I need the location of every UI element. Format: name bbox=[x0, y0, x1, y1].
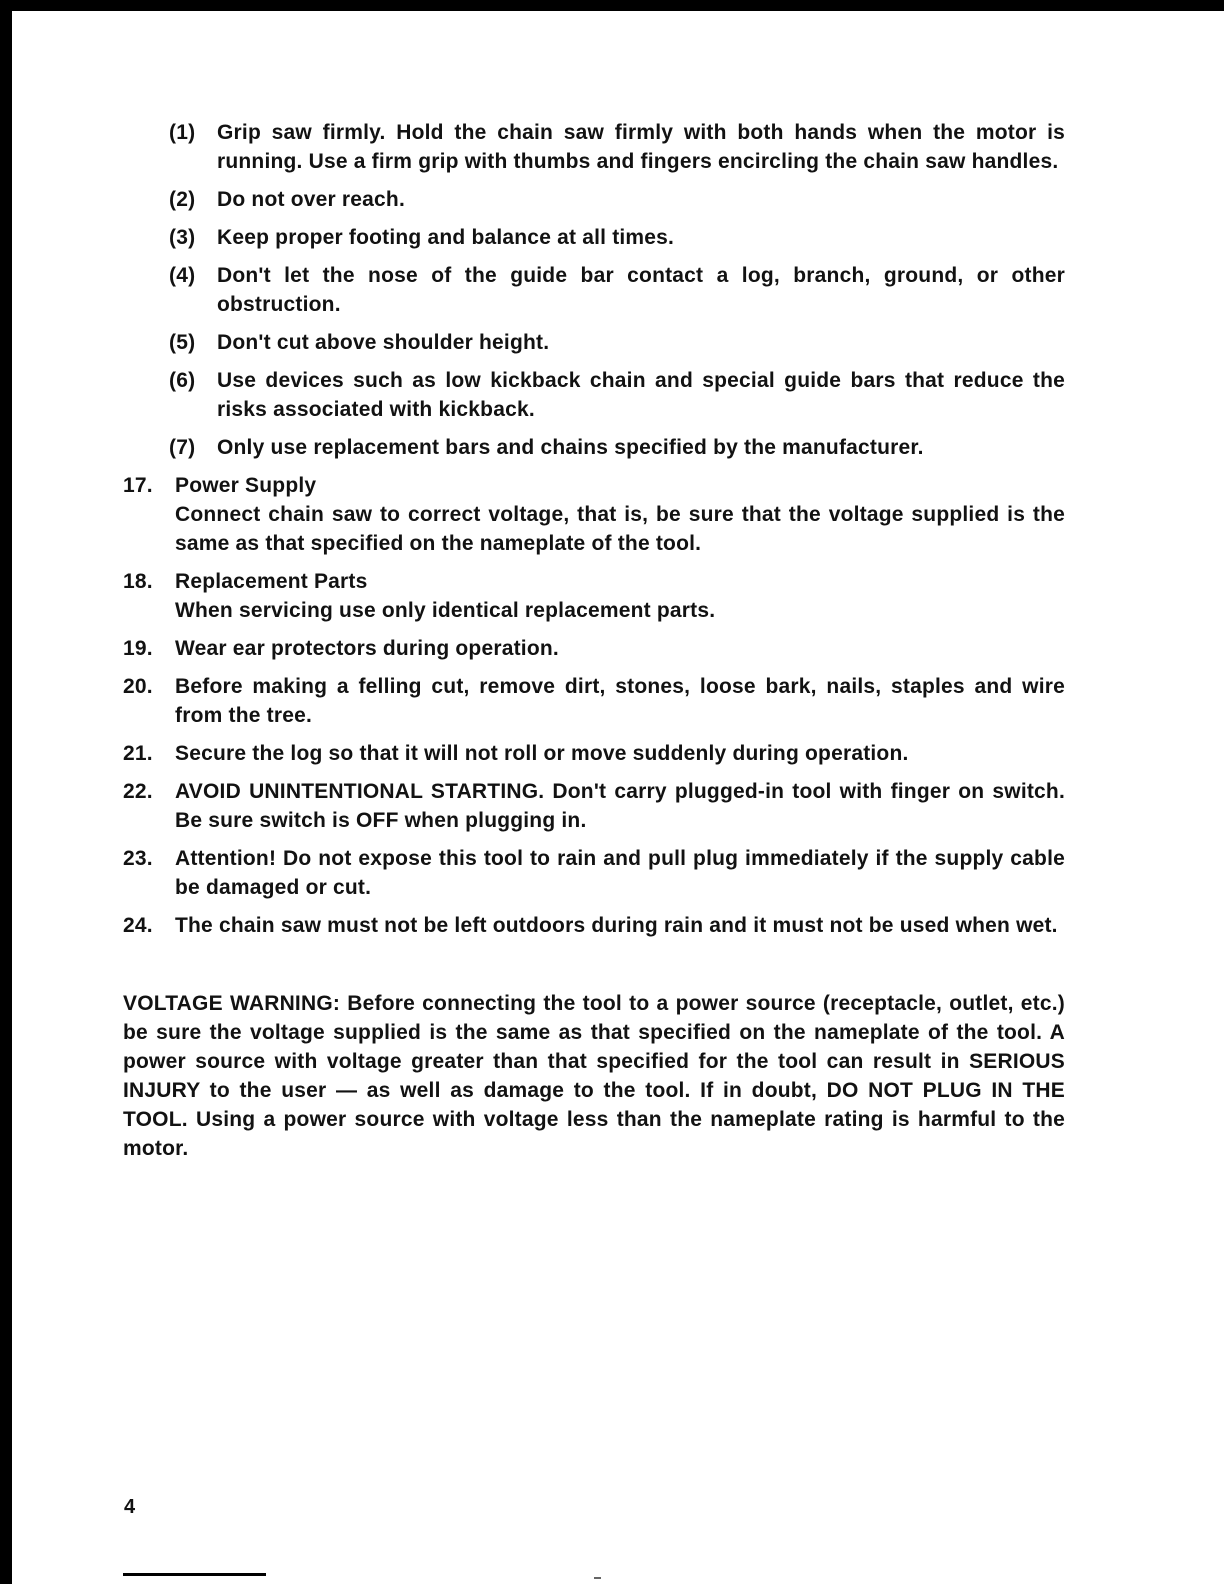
item-number: (2) bbox=[169, 188, 196, 211]
list-item bbox=[123, 634, 1065, 663]
item-body: When servicing use only identical replacement parts. bbox=[175, 599, 716, 622]
item-text bbox=[175, 777, 1065, 835]
page-top-border bbox=[0, 0, 1224, 11]
page-number: 4 bbox=[124, 1496, 136, 1518]
item-text: Keep proper footing and balance at all times. bbox=[217, 226, 675, 249]
item-text bbox=[175, 634, 1065, 663]
item-number: 23. bbox=[123, 847, 153, 870]
item-body: Before making a felling cut, remove dirt, stones, loose bark, nails, staples and wire from the tree. bbox=[175, 675, 1065, 727]
list-item bbox=[123, 471, 1065, 558]
list-item bbox=[169, 185, 1065, 214]
item-number: (7) bbox=[169, 436, 196, 459]
item-text bbox=[175, 739, 1065, 768]
list-item bbox=[123, 911, 1065, 940]
item-text: Don't cut above shoulder height. bbox=[217, 331, 550, 354]
item-number: 19. bbox=[123, 637, 153, 660]
list-item bbox=[123, 567, 1065, 625]
list-item bbox=[169, 328, 1065, 357]
item-text bbox=[175, 844, 1065, 902]
bottom-rule bbox=[123, 1573, 266, 1576]
item-number: (6) bbox=[169, 369, 196, 392]
item-text bbox=[175, 911, 1065, 940]
list-item bbox=[169, 118, 1065, 176]
item-number: 22. bbox=[123, 780, 153, 803]
item-body: Attention! Do not expose this tool to rain and pull plug immediately if the supply cable be damaged or cut. bbox=[175, 847, 1065, 899]
item-text bbox=[175, 567, 1065, 625]
item-number: (5) bbox=[169, 331, 196, 354]
page-left-border bbox=[0, 0, 12, 1584]
list-item bbox=[169, 223, 1065, 252]
item-number: 21. bbox=[123, 742, 153, 765]
item-text bbox=[175, 672, 1065, 730]
item-text: Don't let the nose of the guide bar contact a log, branch, ground, or other obstruction. bbox=[217, 264, 1065, 316]
item-number: 24. bbox=[123, 914, 153, 937]
instructions-list bbox=[123, 118, 1065, 1163]
list-item bbox=[169, 366, 1065, 424]
list-item bbox=[169, 261, 1065, 319]
item-title: Power Supply bbox=[175, 474, 317, 497]
item-number: 17. bbox=[123, 474, 153, 497]
item-body: Secure the log so that it will not roll or move suddenly during operation. bbox=[175, 742, 909, 765]
item-body: Wear ear protectors during operation. bbox=[175, 637, 559, 660]
item-text: Grip saw firmly. Hold the chain saw firmly with both hands when the motor is running. Use a firm grip with thumbs and fingers encircling the chain saw handles. bbox=[217, 121, 1065, 173]
item-text: Do not over reach. bbox=[217, 188, 405, 211]
item-number: (1) bbox=[169, 121, 196, 144]
list-item bbox=[169, 433, 1065, 462]
list-item bbox=[123, 844, 1065, 902]
list-item bbox=[123, 672, 1065, 730]
item-text bbox=[175, 471, 1065, 558]
item-title: Replacement Parts bbox=[175, 570, 368, 593]
item-body: AVOID UNINTENTIONAL STARTING. Don't carry plugged-in tool with finger on switch. Be sure switch is OFF when plugging in. bbox=[175, 780, 1065, 832]
item-body: Connect chain saw to correct voltage, that is, be sure that the voltage supplied is the same as that specified on the nameplate of the tool. bbox=[175, 503, 1065, 555]
voltage-warning: VOLTAGE WARNING: Before connecting the tool to a power source (receptacle, outlet, etc.) be sure the voltage supplied is the same as that specified on the nameplate of the tool. A power source with voltage greater than that specified for the tool can result in SERIOUS INJURY to the user — as well as damage to the tool. If in doubt, DO NOT PLUG IN THE TOOL. Using a power source with voltage less than the nameplate rating is harmful to the motor. bbox=[123, 992, 1065, 1160]
item-number: (4) bbox=[169, 264, 196, 287]
item-number: 18. bbox=[123, 570, 153, 593]
item-text: Only use replacement bars and chains specified by the manufacturer. bbox=[217, 436, 924, 459]
item-body: The chain saw must not be left outdoors during rain and it must not be used when wet. bbox=[175, 914, 1058, 937]
list-item bbox=[123, 777, 1065, 835]
scan-artifact bbox=[594, 1577, 601, 1579]
item-number: 20. bbox=[123, 675, 153, 698]
item-number: (3) bbox=[169, 226, 196, 249]
item-text: Use devices such as low kickback chain and special guide bars that reduce the risks associated with kickback. bbox=[217, 369, 1065, 421]
list-item bbox=[123, 739, 1065, 768]
